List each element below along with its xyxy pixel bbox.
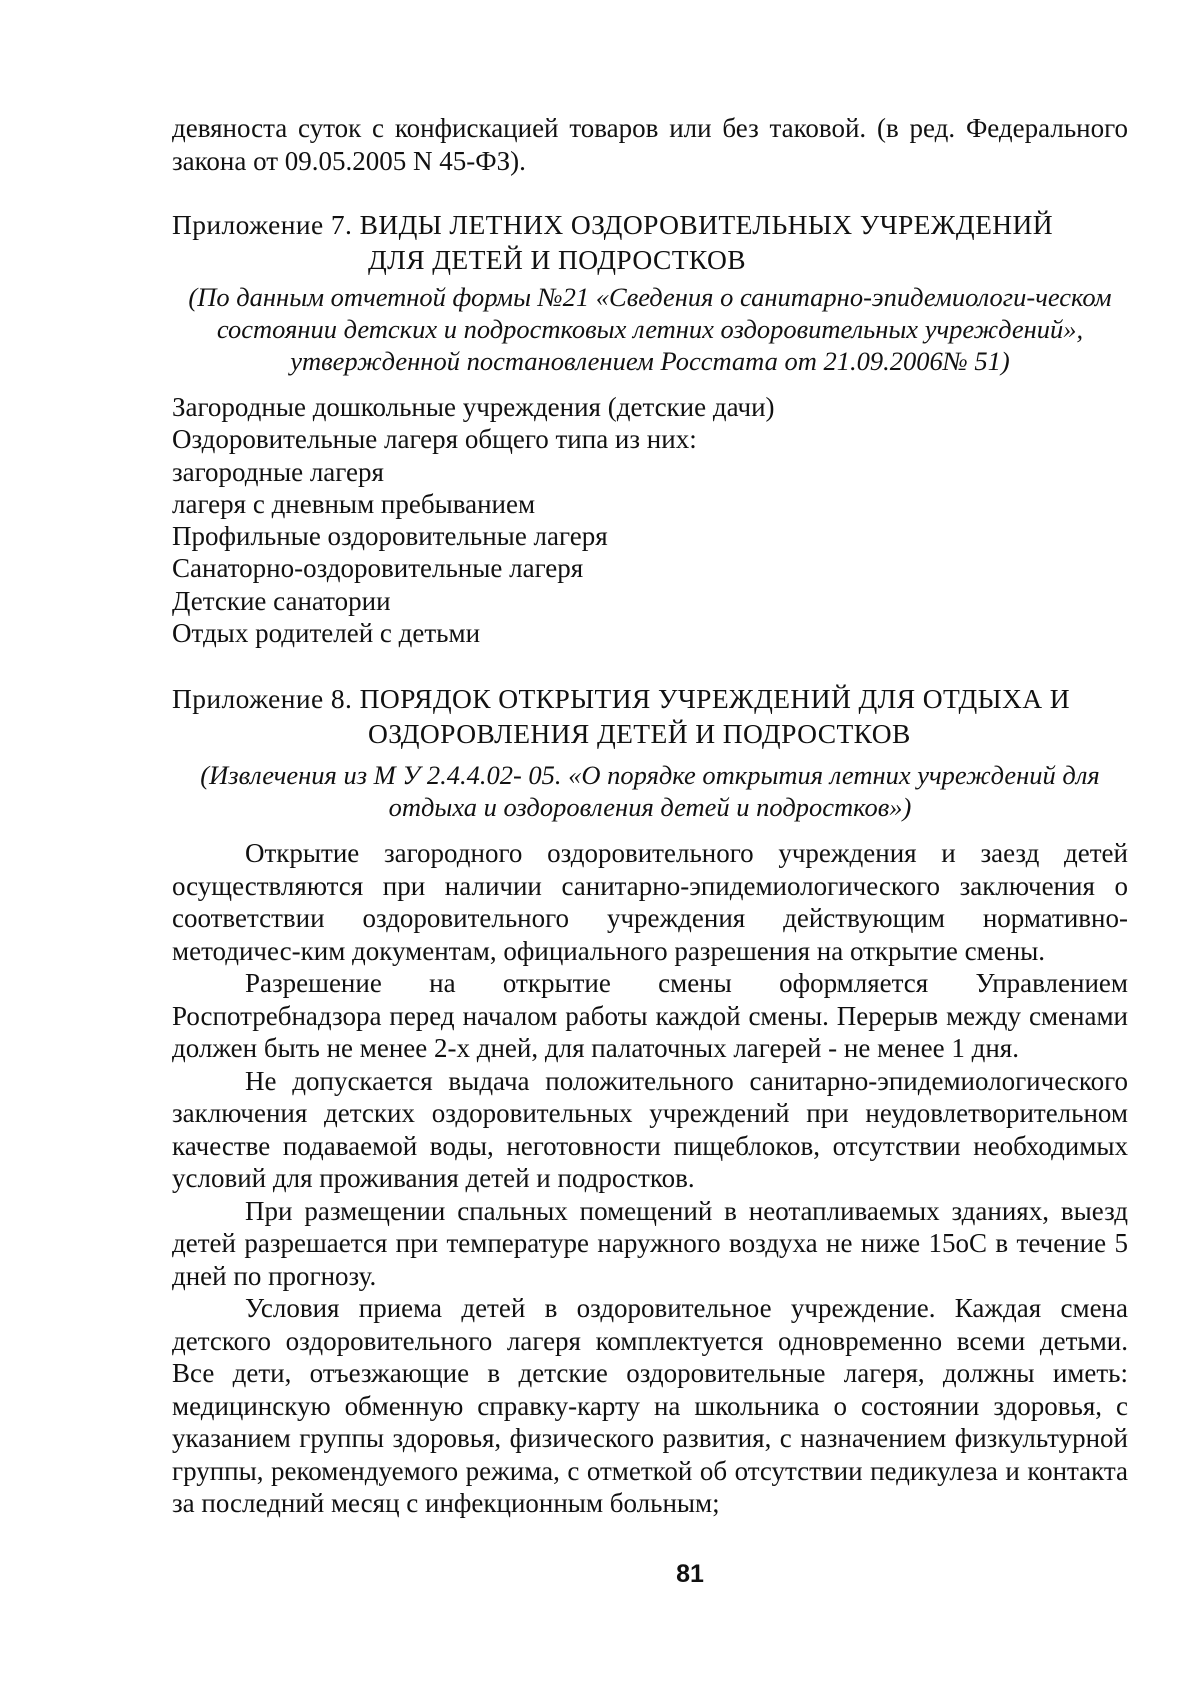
appendix8-title-line2: ОЗДОРОВЛЕНИЯ ДЕТЕЙ И ПОДРОСТКОВ [368, 718, 911, 750]
paragraph: Разрешение на открытие смены оформляется Управлением Роспотребнадзора перед началом работы каждой смены. Перерыв между сменами должен быть не менее 2-х дней, для палаточных лагерей - не менее 1 дня. [172, 968, 1128, 1064]
page-number: 81 [676, 1560, 704, 1588]
appendix7-title-line1: ВИДЫ ЛЕТНИХ ОЗДОРОВИТЕЛЬНЫХ УЧРЕЖДЕНИЙ [359, 209, 1054, 240]
appendix7-source: (По данным отчетной формы №21 «Сведения о санитарно-эпидемиологи-ческом состоянии детских и подростковых летних оздоровительных учреждений», утвержденной постановлением Росстата от 21.09.2006№ 51) [188, 282, 1112, 376]
appendix8-body [172, 837, 1128, 1520]
list-item: Оздоровительные лагеря общего типа из них: [172, 424, 697, 455]
list-item: лагеря с дневным пребыванием [172, 488, 536, 519]
list-item: Загородные дошкольные учреждения (детские дачи) [172, 392, 775, 422]
paragraph: При размещении спальных помещений в неотапливаемых зданиях, выезд детей разрешается при температуре наружного воздуха не ниже 15оС в течение 5 дней по прогнозу. [172, 1195, 1128, 1291]
document-page [172, 112, 1128, 1520]
list-item: Отдых родителей с детьми [172, 618, 481, 649]
appendix7-heading [172, 207, 1128, 277]
appendix8-heading [172, 681, 1128, 751]
appendix7-title-line2: ДЛЯ ДЕТЕЙ И ПОДРОСТКОВ [368, 244, 746, 275]
appendix8-title-line1: ПОРЯДОК ОТКРЫТИЯ УЧРЕЖДЕНИЙ ДЛЯ ОТДЫХА И [359, 683, 1071, 715]
intro-continuation: девяноста суток с конфискацией товаров или без таковой. (в ред. Федерального закона от 09.05.2005 N 45-ФЗ). [172, 113, 1128, 176]
appendix8-source-line1: (Извлечения из М У 2.4.4.02- 05. «О порядке открытия летних учреждений для [200, 760, 1100, 791]
list-item: Профильные оздоровительные лагеря [172, 521, 608, 552]
list-item: Санаторно-оздоровительные лагеря [172, 553, 584, 584]
appendix7-prefix: Приложение 7. [172, 209, 353, 240]
appendix8-source [172, 759, 1128, 823]
paragraph: Открытие загородного оздоровительного учреждения и заезд детей осуществляются при наличии санитарно-эпидемиологического заключения о соответствии оздоровительного учреждения действующим нормативно-методичес-ким документам, официального разрешения на открытие смены. [172, 838, 1128, 966]
paragraph: Не допускается выдача положительного санитарно-эпидемиологического заключения детских оздоровительных учреждений при неудовлетворительном качестве подаваемой воды, неготовности пищеблоков, отсутствии необходимых условий для проживания детей и подростков. [172, 1065, 1128, 1194]
list-item: загородные лагеря [172, 456, 384, 487]
appendix8-source-line2: отдыха и оздоровления детей и подростков») [388, 792, 912, 823]
appendix8-prefix: Приложение 8. [172, 683, 353, 715]
paragraph: Условия приема детей в оздоровительное учреждение. Каждая смена детского оздоровительного лагеря комплектуется одновременно всеми детьми. Все дети, отъезжающие в детские оздоровительные лагеря, должны иметь: медицинскую обменную справку-карту на школьника о состоянии здоровья, с указанием группы здоровья, физического развития, с назначением физкультурной группы, рекомендуемого режима, с отметкой об отсутствии педикулеза и контакта за последний месяц с инфекционным больным; [172, 1293, 1128, 1519]
appendix7-list [172, 391, 1128, 649]
list-item: Детские санатории [172, 585, 391, 616]
